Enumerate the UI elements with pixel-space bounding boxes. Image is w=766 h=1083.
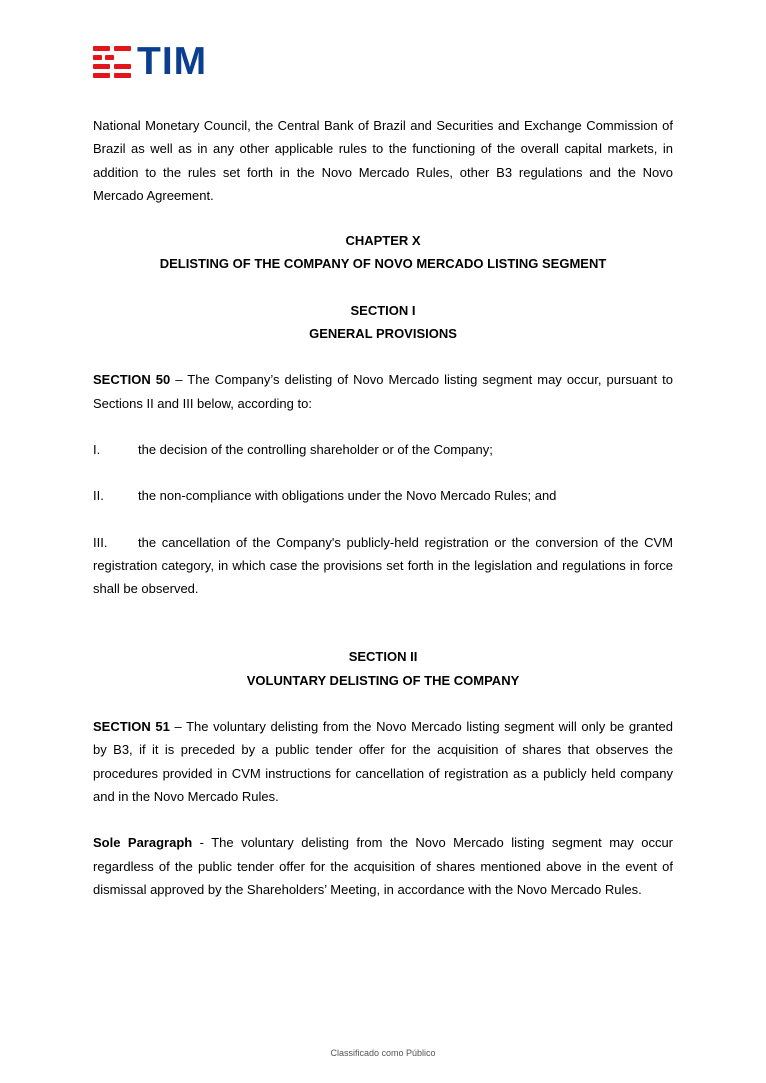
list-item	[93, 531, 673, 601]
section-i-number: SECTION I	[350, 302, 416, 318]
sole-paragraph-label: Sole Paragraph	[93, 835, 193, 851]
list-item-text: the decision of the controlling shareholder or of the Company;	[138, 441, 493, 457]
tim-logo	[93, 40, 208, 83]
section-50-paragraph	[93, 368, 673, 415]
document-body	[93, 114, 673, 901]
list-item	[93, 484, 673, 507]
list-item-number: III.	[93, 534, 108, 550]
sole-paragraph	[93, 831, 673, 901]
list-item-text: the non-compliance with obligations under the Novo Mercado Rules; and	[138, 488, 557, 504]
list-item	[93, 438, 673, 461]
section-50-label: SECTION 50	[93, 372, 171, 388]
sole-paragraph-text: - The voluntary delisting from the Novo Mercado listing segment may occur regardless of the public tender offer for the acquisition of shares mentioned above in the event of dismissal approved by the Shareholders’ Meeting, in accordance with the Novo Mercado Rules.	[93, 835, 673, 897]
section-51-text: – The voluntary delisting from the Novo Mercado listing segment will only be granted by B3, if it is preceded by a public tender offer for the acquisition of shares that observes the procedures provided in CVM instructions for cancellation of registration as a publicly held company and in the Novo Mercado Rules.	[93, 719, 673, 804]
list-item-number: I.	[93, 441, 101, 457]
section-50-text: – The Company’s delisting of Novo Mercado listing segment may occur, pursuant to Sections II and III below, according to:	[93, 372, 673, 411]
tim-logo-icon	[93, 45, 133, 79]
section-51-label: SECTION 51	[93, 719, 170, 735]
classification-footer: Classificado como Público	[330, 1048, 436, 1058]
section-ii-number: SECTION II	[348, 649, 418, 665]
list-item-text: the cancellation of the Company's publicly-held registration or the conversion of the CVM registration category, in which case the provisions set forth in the legislation and regulations in force shall be observed.	[93, 534, 673, 597]
section-ii-title: VOLUNTARY DELISTING OF THE COMPANY	[246, 672, 520, 688]
tim-logo-text: TIM	[137, 40, 208, 83]
chapter-number: CHAPTER X	[345, 233, 421, 249]
intro-paragraph: National Monetary Council, the Central Bank of Brazil and Securities and Exchange Commission of Brazil as well as in any other applicable rules to the functioning of the overall capital markets, in addition to the rules set forth in the Novo Mercado Rules, other B3 regulations and the Novo Mercado Agreement.	[93, 118, 673, 203]
chapter-title: DELISTING OF THE COMPANY OF NOVO MERCADO LISTING SEGMENT	[159, 256, 607, 272]
list-item-number: II.	[93, 488, 104, 504]
section-51-paragraph	[93, 715, 673, 808]
section-i-title: GENERAL PROVISIONS	[309, 326, 457, 342]
